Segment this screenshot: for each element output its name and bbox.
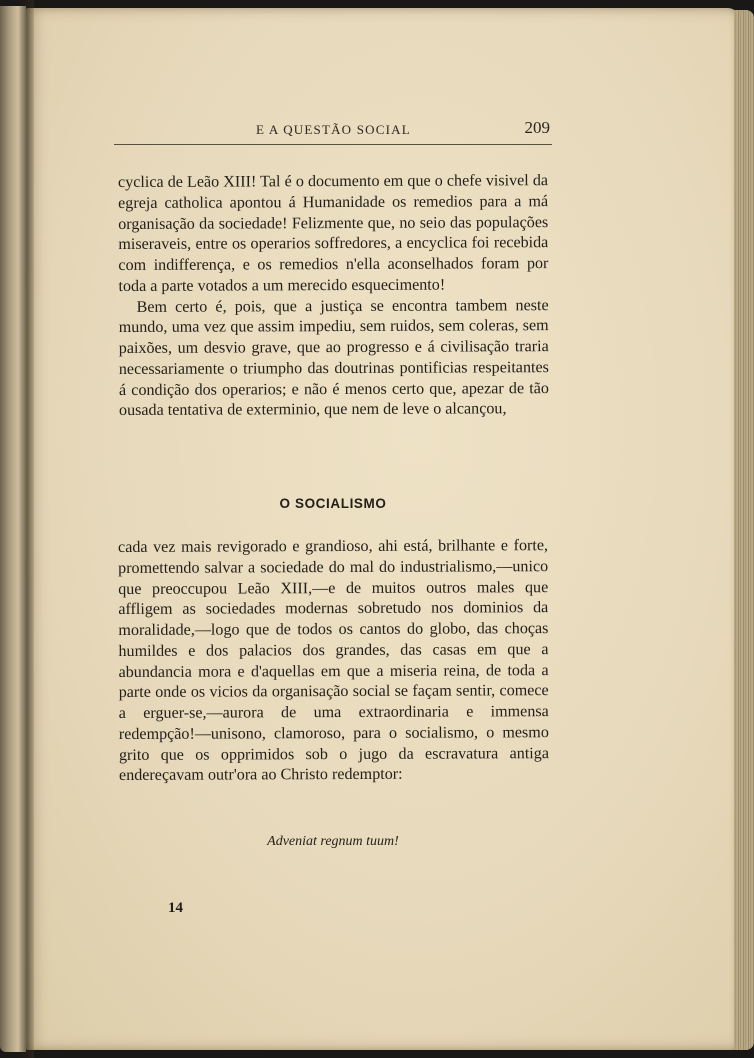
page-gutter-shadow: [18, 0, 34, 1058]
page-number: 209: [524, 118, 550, 137]
page-header: [114, 118, 552, 145]
paragraph: Bem certo é, pois, que a justiça se encontra tambem neste mundo, uma vez que assim impediu, sem ruidos, sem coleras, sem paixões, um desvio grave, que ao progresso e á civilisação traria necessariamente o triumpho das doutrinas pontificias respeitantes á condição dos operarios; e não é menos certo que, apezar de tão ousada tentativa de exterminio, que nem de leve o alcançou,: [118, 296, 549, 420]
paragraph: cada vez mais revigorado e grandioso, ahi está, brilhante e forte, promettendo salvar a sociedade do mal do industrialismo,—unico que preoccupou Leão XIII,—e de muitos outros males que affligem as sociedades modernas sobretudo nos dominios da moralidade,—logo que de todos os cantos do globo, das choças humildes e dos palacios dos grandes, das casas em que a abundancia mora e d'aquellas em que a miseria reina, de toda a parte onde os vicios da organisação social se façam sentir, comece a erguer-se,—aurora de uma extraordinaria e immensa redempção!—unisono, clamoroso, para o socialismo, o mesmo grito que os opprimidos sob o jugo da escravatura antiga endereçavam outr'ora ao Christo redemptor:: [118, 537, 549, 785]
paragraph: cyclica de Leão XIII! Tal é o documento em que o chefe visivel da egreja catholica apontou á Humanidade os remedios para a má organisação da sociedade! Felizmente que, no seio das populações miseraveis, entre os operarios soffredores, a encyclica foi recebida com indifferença, e os remedios n'ella aconselhados foram por toda a parte votados a um merecido esquecimento!: [118, 172, 549, 295]
text-block-top: [118, 171, 549, 422]
latin-quote: Adveniat regnum tuum!: [267, 834, 399, 849]
text-block-bottom: [118, 536, 549, 787]
book-page: [26, 8, 738, 1050]
running-head: E A QUESTÃO SOCIAL: [256, 122, 411, 137]
signature-mark: 14: [168, 900, 183, 916]
page-stack-edge: [734, 10, 754, 1050]
section-heading: O SOCIALISMO: [279, 496, 387, 511]
